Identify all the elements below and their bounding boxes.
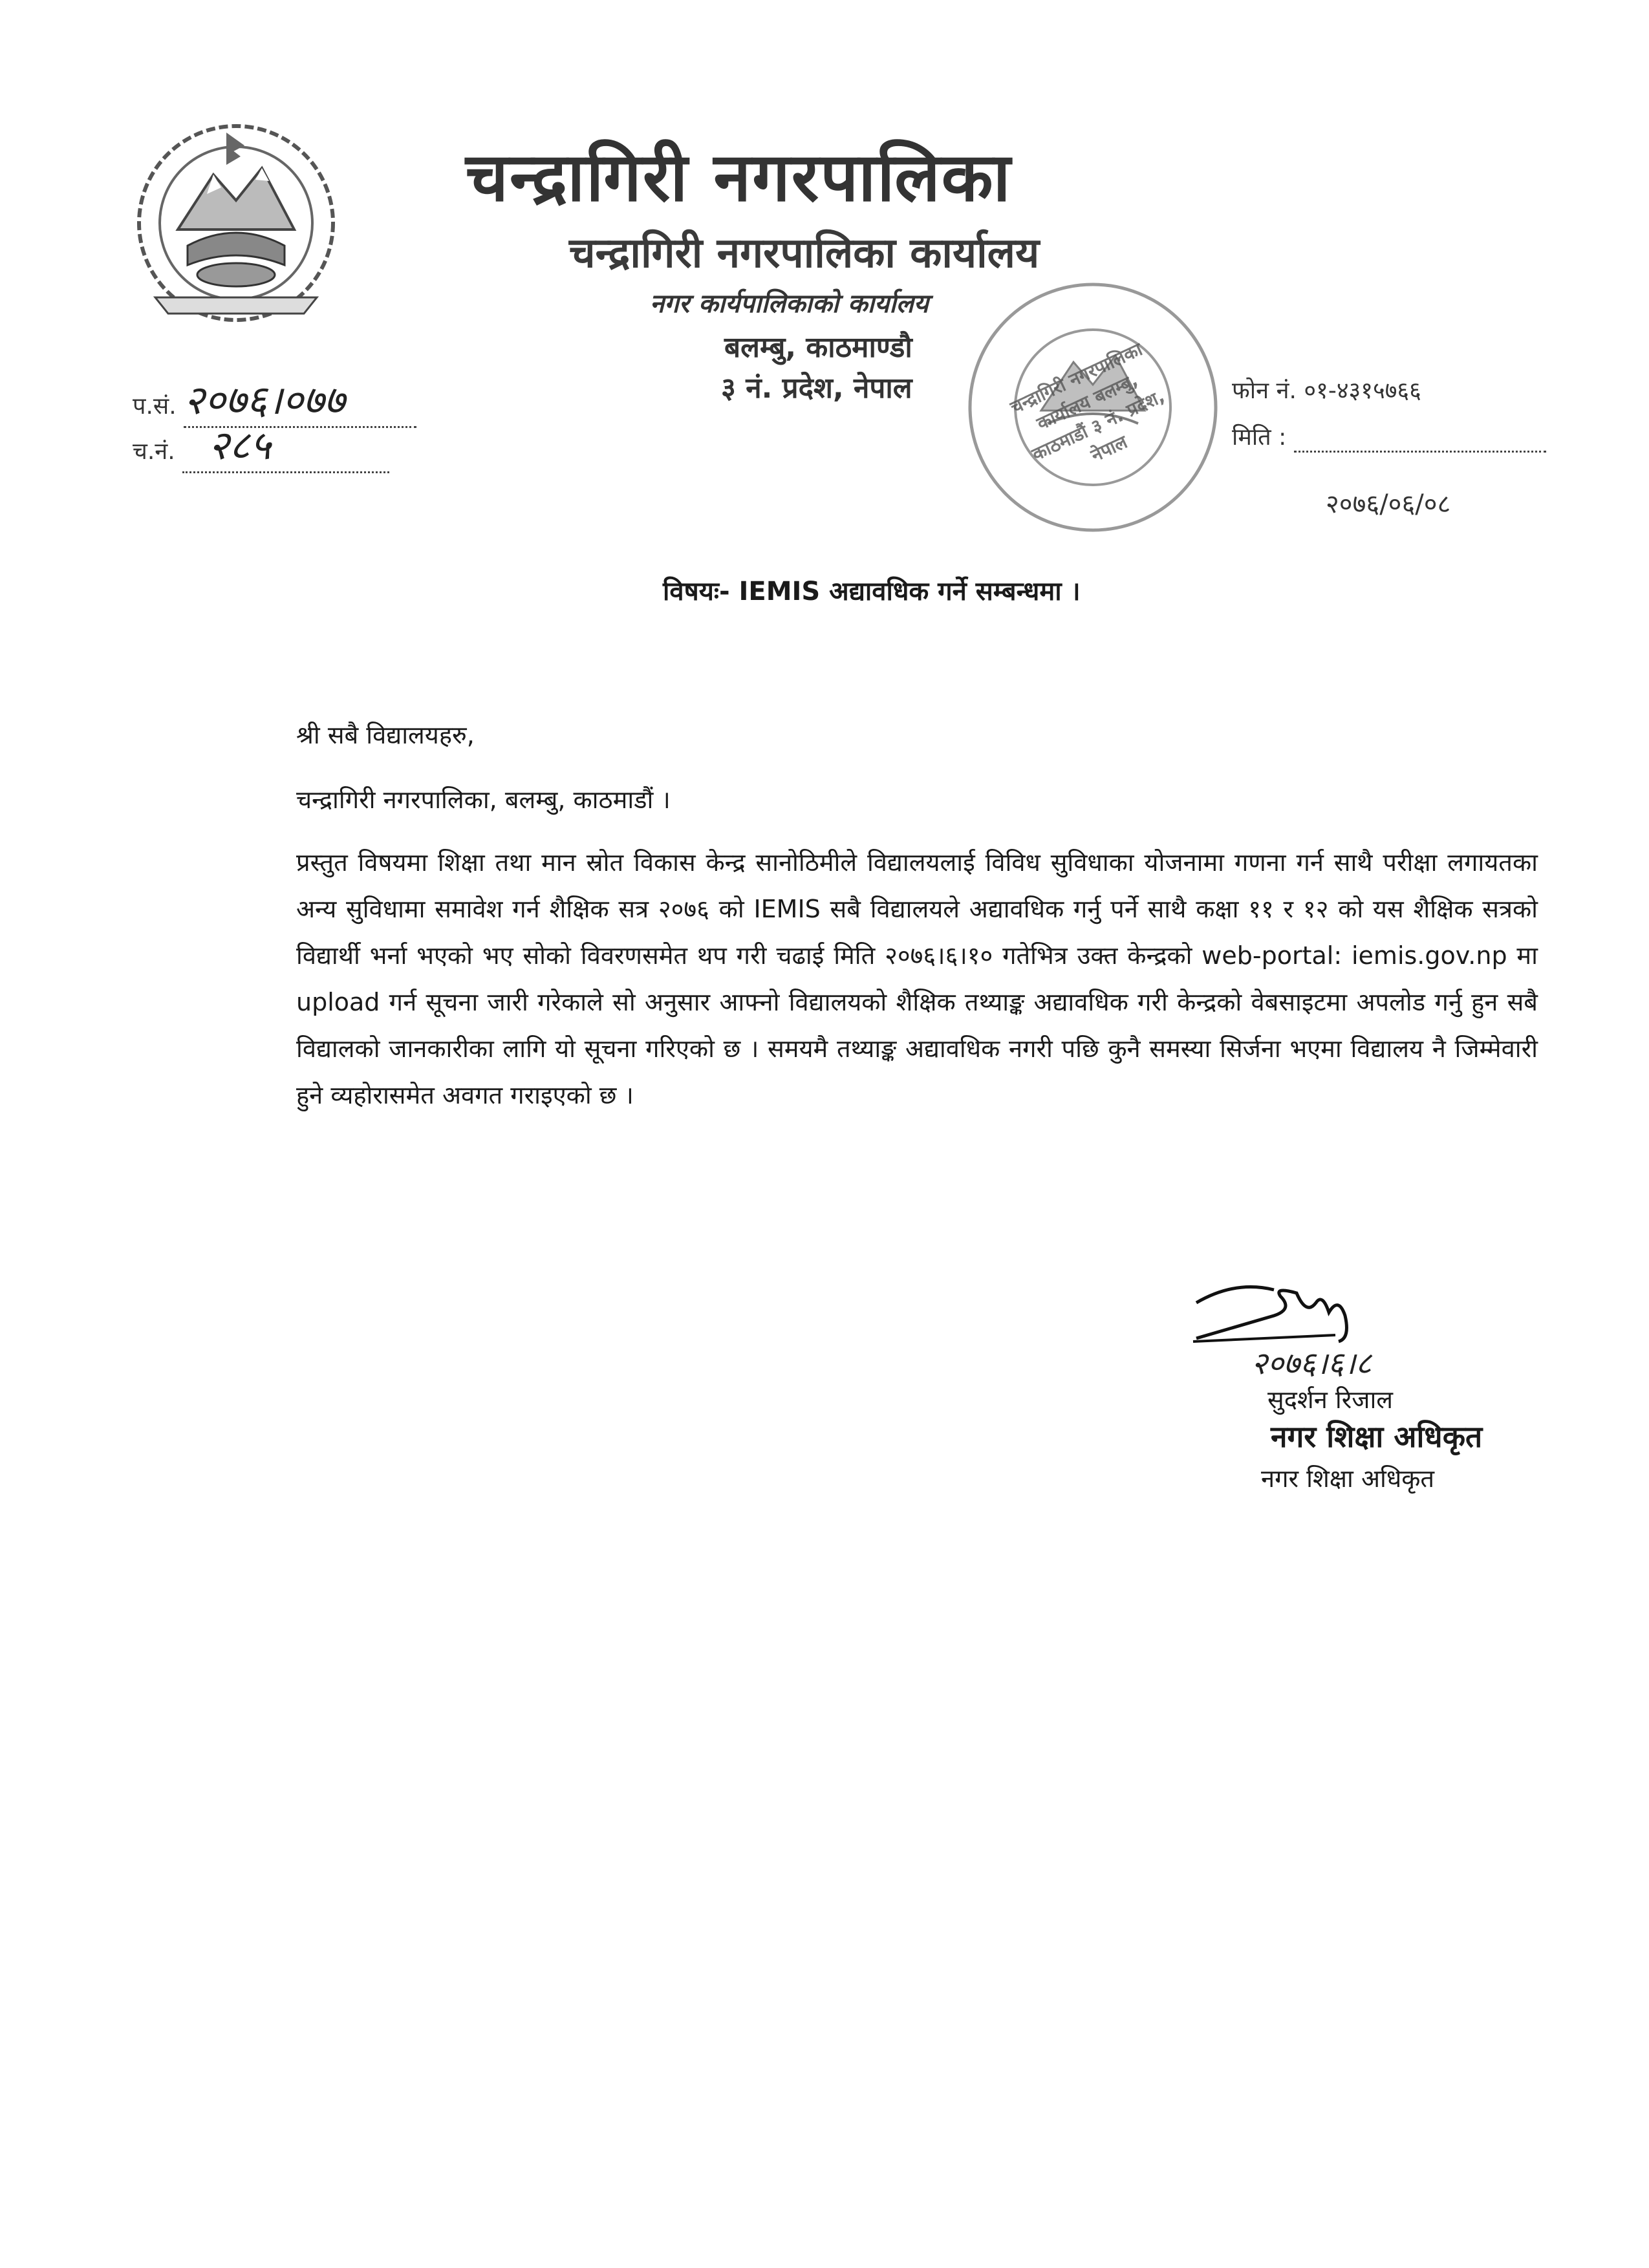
nepal-emblem [129, 116, 343, 330]
municipality-title: चन्द्रागिरी नगरपालिका [466, 138, 1012, 217]
signature-date: २०७६।६।८ [1251, 1345, 1372, 1382]
signatory-designation: नगर शिक्षा अधिकृत [1261, 1464, 1435, 1493]
date-value: २०७६/०६/०८ [1326, 489, 1451, 519]
chn-field [182, 417, 389, 473]
date-line [1232, 420, 1546, 453]
date-label: मिति : [1232, 424, 1287, 451]
office-province: ३ नं. प्रदेश, नेपाल [721, 372, 912, 405]
signatory-designation-bold: नगर शिक्षा अधिकृत [1271, 1419, 1483, 1454]
stamp-text: चन्द्रागिरी नगरपालिका कार्यालय बलम्बु, काठमाडौं ३ नं. प्रदेश, नेपाल [1007, 338, 1168, 467]
letter-body: प्रस्तुत विषयमा शिक्षा तथा मान स्रोत विकास केन्द्र सानोठिमीले विद्यालयलाई विविध सुविधाका योजनामा गणना गर्न साथै परीक्षा लगायतका अन्य सुविधामा समावेश गर्न शैक्षिक सत्र २०७६ को IEMIS सबै विद्यालयले अद्यावधिक गर्नु पर्ने साथै कक्षा ११ र १२ को यस शैक्षिक सत्रको विद्यार्थी भर्ना भएको भए सोको विवरणसमेत थप गरी चढाई मिति २०७६।६।१० गतेभित्र उक्त केन्द्रको web-portal: iemis.gov.np मा upload गर्न सूचना जारी गरेकाले सो अनुसार आफ्नो विद्यालयको शैक्षिक तथ्याङ्क अद्यावधिक गरी केन्द्रको वेबसाइटमा अपलोड गर्नु हुन सबै विद्यालको जानकारीका लागि यो सूचना गरिएको छ । समयमै तथ्याङ्क अद्यावधिक नगरी पछि कुनै समस्या सिर्जना भएमा विद्यालय नै जिम्मेवारी हुने व्यहोरासमेत अवगत गराइएको छ । [296, 848, 1538, 1109]
phone-number: ०१-४३१५७६६ [1304, 378, 1421, 404]
recipient-line-2: चन्द्रागिरी नगरपालिका, बलम्बु, काठमाडौं । [296, 786, 671, 814]
date-field [1294, 424, 1546, 453]
subject-line: विषयः- IEMIS अद्यावधिक गर्ने सम्बन्धमा । [663, 577, 1081, 606]
office-name: नगर कार्यपालिकाको कार्यालय [650, 289, 929, 319]
office-address: बलम्बु, काठमाण्डौ [724, 331, 912, 364]
recipient-line-1: श्री सबै विद्यालयहरु, [296, 721, 475, 749]
phone-line [1232, 374, 1421, 405]
chn-reference [133, 417, 389, 473]
ps-label: प.सं. [133, 393, 177, 420]
ps-value: २०७६।०७७ [184, 376, 345, 423]
municipality-subtitle: चन्द्रागिरी नगरपालिका कार्यालय [569, 230, 1040, 277]
handwritten-signature [1183, 1277, 1403, 1348]
signatory-name: सुदर्शन रिजाल [1267, 1385, 1394, 1414]
phone-label: फोन नं. [1232, 378, 1297, 404]
chn-label: च.नं. [133, 438, 175, 465]
chn-value: २८५ [208, 422, 271, 469]
